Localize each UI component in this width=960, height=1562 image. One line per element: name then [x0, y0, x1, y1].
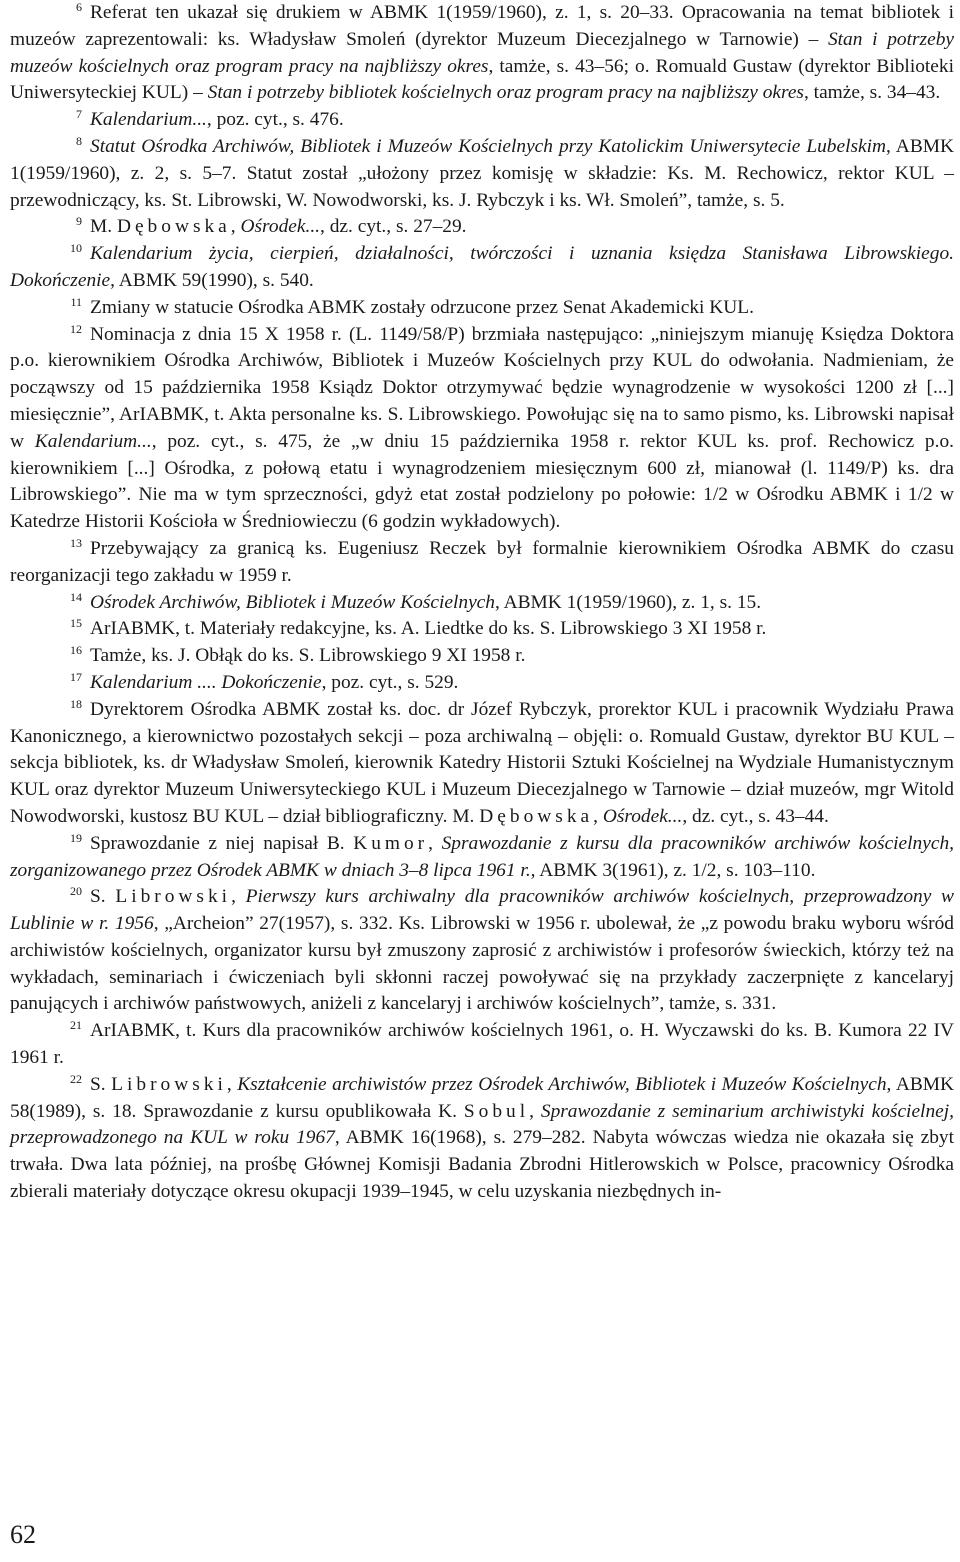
footnote-text: Zmiany w statucie Ośrodka ABMK zostały odrzucone przez Senat Akademicki KUL. [90, 296, 754, 318]
footnote-indent [10, 697, 90, 724]
footnote-spaced-name: Librowski [115, 886, 232, 908]
footnote-number: 6 [76, 0, 82, 14]
footnote-indent [10, 884, 90, 911]
footnote-italic-text: Statut Ośrodka Archiwów, Bibliotek i Muzeów Kościelnych przy Katolickim Uniwersytecie Lubelskim [90, 135, 887, 157]
footnote-number: 14 [70, 589, 82, 604]
footnote [10, 1072, 954, 1206]
footnote [10, 616, 954, 643]
footnote-italic-text: Ośrodek... [602, 805, 683, 827]
footnote-text: , dz. cyt., s. 27–29. [320, 216, 467, 238]
footnote-text: , [231, 886, 246, 908]
footnote-text: , [529, 1100, 541, 1122]
footnote-spaced-name: Dębowska [479, 805, 594, 827]
footnote [10, 295, 954, 322]
footnote-text: , ABMK 1(1959/1960), z. 2, s. 5–7. Statut został „ułożony przez komisję w składzie: Ks. M. Rechowicz, rektor KUL – przewodniczący, ks. St. Librowski, W. Nowodworski, ks. J. Rybczyk i ks. Wł. Smoleń”, tamże, s. 5. [10, 135, 954, 211]
footnote [10, 214, 954, 241]
footnote [10, 1018, 954, 1072]
footnote-text: , poz. cyt., s. 529. [321, 671, 459, 693]
footnote-text: S. [90, 1073, 112, 1095]
footnote-number: 22 [70, 1071, 82, 1086]
footnote [10, 241, 954, 295]
footnote-text: , ABMK 16(1968), s. 279–282. Nabyta wówczas wiedza nie okazała się zbyt trwała. Dwa lata później, na prośbę Głównej Komisji Badania Zbrodni Hitlerowskich w Polsce, pracownicy Ośrodka zbierali materiały dotyczące okresu okupacji 1939–1945, w celu uzyskania niezbędnych in- [10, 1127, 954, 1203]
footnote [10, 134, 954, 214]
footnote-number: 20 [70, 884, 82, 899]
footnote-text: Przebywający za granicą ks. Eugeniusz Reczek był formalnie kierownikiem Ośrodka ABMK do czasu reorganizacji tego zakładu w 1959 r. [10, 537, 954, 586]
footnote-indent [10, 107, 90, 134]
footnote-number: 9 [76, 214, 82, 229]
footnote-italic-text: Pierwszy kurs archiwalny dla pracowników archiwów kościelnych, przeprowadzony w Lublinie w r. 1956 [10, 886, 954, 935]
footnote-italic-text: Sprawozdanie z kursu dla pracowników archiwów kościelnych, zorganizowanego przez Ośrodek ABMK w dniach 3–8 lipca 1961 r. [10, 832, 955, 881]
footnotes-list [10, 0, 954, 1206]
footnote-number: 10 [70, 241, 82, 256]
footnote [10, 536, 954, 590]
footnote-italic-text: Kalendarium .... Dokończenie [90, 671, 322, 693]
footnote-spaced-name: Librowski [111, 1073, 227, 1095]
footnote-text: ArIABMK, t. Kurs dla pracowników archiwów kościelnych 1961, o. H. Wyczawski do ks. B. Kumora 22 IV 1961 r. [10, 1020, 954, 1069]
footnote-indent [10, 295, 90, 322]
footnote-text: , poz. cyt., s. 475, że „w dniu 15 października 1958 r. rektor KUL ks. prof. Rechowicz p.o. kierownikiem [...] Ośrodka, z połową etatu i wynagrodzeniem miesięcznym 600 zł, mianował (l. 1149/P) ks. dra Librowskiego”. Nie ma w tym sprzeczności, gdyż etat został podzielony po połowie: 1/2 w Ośrodku ABMK i 1/2 w Katedrze Historii Kościoła w Średniowieczu (6 godzin wykładowych). [10, 430, 954, 533]
footnote-spaced-name: Dębowska [116, 216, 231, 238]
footnote-indent [10, 1072, 90, 1099]
footnote-indent [10, 241, 90, 268]
footnote-number: 19 [70, 830, 82, 845]
footnote-text: , ABMK 1(1959/1960), z. 1, s. 15. [494, 591, 762, 613]
footnote-text: , [226, 1073, 238, 1095]
footnote-number: 16 [70, 643, 82, 658]
footnote-text: , ABMK 59(1990), s. 540. [110, 269, 314, 291]
footnote-text: M. [90, 216, 117, 238]
footnote-indent [10, 616, 90, 643]
footnote-text: Dyrektorem Ośrodka ABMK został ks. doc. dr Józef Rybczyk, prorektor KUL i pracownik Wydziału Prawa Kanonicznego, a kierownictwo pozostałych sekcji – poza archiwalną – objęli: o. Romuald Gustaw, dyrektor BU KUL – sekcja bibliotek, ks. dr Władysław Smoleń, kierownik Katedry Historii Sztuki Kościelnej na Wydziale Humanistycznym KUL oraz dyrektor Muzeum Uniwersyteckiego KUL i Muzeum Diecezjalnego w Tarnowie – dział muzeów, mgr Witold Nowodworski, kustosz BU KUL – dział bibliograficzny. M. [10, 698, 954, 827]
footnote-text: , ABMK 58(1989), s. 18. Sprawozdanie z kursu opublikowała K. [10, 1073, 955, 1122]
footnote-text: , [230, 216, 241, 238]
footnote-indent [10, 831, 90, 858]
footnote [10, 590, 954, 617]
footnote-text: , dz. cyt., s. 43–44. [682, 805, 829, 827]
footnote-italic-text: Kalendarium... [90, 109, 207, 131]
footnote-text: , ABMK 3(1961), z. 1/2, s. 103–110. [530, 859, 816, 881]
footnote-text: Tamże, ks. J. Obłąk do ks. S. Librowskiego 9 XI 1958 r. [90, 645, 526, 667]
footnote-spaced-name: Sobul [463, 1100, 530, 1122]
footnote-text: , „Archeion” 27(1957), s. 332. Ks. Librowski w 1956 r. ubolewał, że „z powodu braku wyboru wśród archiwistów kościelnych, organizator kursu był zmuszony zaprosić z archiwistów i profesorów świeckich, którzy też na wykładach, seminariach i ćwiczeniach byli skłonni raczej powoływać się na przykłady zaczerpnięte z kancelaryj panujących i archiwów państwowych, aniżeli z kancelaryj i archiwów kościelnych”, tamże, s. 331. [10, 913, 955, 1015]
footnote-number: 13 [70, 535, 82, 550]
footnote-italic-text: Kalendarium... [34, 430, 152, 452]
footnote-number: 21 [70, 1018, 82, 1033]
footnote-italic-text: Kształcenie archiwistów przez Ośrodek Archiwów, Bibliotek i Muzeów Kościelnych [237, 1073, 887, 1095]
footnote-indent [10, 0, 90, 27]
footnote-italic-text: Stan i potrzeby muzeów kościelnych oraz program pracy na najbliższy okres [10, 28, 954, 77]
footnote [10, 107, 954, 134]
footnote-text: Referat ten ukazał się drukiem w ABMK 1(1959/1960), z. 1, s. 20–33. Opracowania na temat bibliotek i muzeów zaprezentowali: ks. Władysław Smoleń (dyrektor Muzeum Diecezjalnego w Tarnowie) – [10, 2, 954, 50]
footnote-text: Nominacja z dnia 15 X 1958 r. (L. 1149/58/P) brzmiała następująco: „niniejszym mianuję Księdza Doktora p.o. kierownikiem Ośrodka Archiwów, Bibliotek i Muzeów Kościelnych przy KUL do odwołania. Nadmieniam, że począwszy od 15 października 1958 Ksiądz Doktor otrzymywać będzie wynagrodzenie w wysokości 1200 zł [...] miesięcznie”, ArIABMK, t. Akta personalne ks. S. Librowskiego. Powołując się na to samo pismo, ks. Librowski napisał w [10, 323, 954, 452]
footnote-spaced-name: Kumor [353, 832, 429, 854]
footnote-text: , poz. cyt., s. 476. [206, 109, 344, 131]
footnote-text: Sprawozdanie z niej napisał B. [90, 832, 354, 854]
footnote-number: 15 [70, 616, 82, 631]
footnote-italic-text: Stan i potrzeby bibliotek kościelnych oraz program pracy na najbliższy okres [207, 82, 804, 104]
footnote-italic-text: Sprawozdanie z seminarium archiwistyki kościelnej, przeprowadzonego na KUL w roku 1967 [10, 1100, 954, 1149]
footnote-text: , [593, 805, 603, 827]
footnote-indent [10, 1018, 90, 1045]
footnote-indent [10, 670, 90, 697]
footnote-indent [10, 590, 90, 617]
footnote-text: ArIABMK, t. Materiały redakcyjne, ks. A. Liedtke do ks. S. Librowskiego 3 XI 1958 r. [90, 618, 767, 640]
footnote-indent [10, 643, 90, 670]
footnote-indent [10, 214, 90, 241]
footnote-italic-text: Ośrodek... [240, 216, 321, 238]
footnote-number: 12 [70, 321, 82, 336]
footnote [10, 884, 954, 1018]
footnote-italic-text: Ośrodek Archiwów, Bibliotek i Muzeów Kościelnych [90, 591, 495, 613]
footnote [10, 697, 954, 831]
footnote [10, 643, 954, 670]
footnote-number: 11 [70, 294, 82, 309]
footnote-number: 18 [70, 696, 82, 711]
footnote-number: 17 [70, 669, 82, 684]
footnote-number: 7 [76, 107, 82, 122]
footnote [10, 670, 954, 697]
footnote [10, 322, 954, 536]
footnote-text: , [428, 832, 442, 854]
footnote-indent [10, 536, 90, 563]
footnote-text: , tamże, s. 34–43. [803, 82, 941, 104]
footnote-text: , tamże, s. 43–56; o. Romuald Gustaw (dyrektor Biblioteki Uniwersyteckiej KUL) – [10, 55, 954, 104]
footnote-text: S. [90, 886, 116, 908]
page-number: 62 [10, 1520, 36, 1549]
footnote [10, 0, 954, 107]
footnote-indent [10, 134, 90, 161]
footnote-number: 8 [76, 133, 82, 148]
footnote-italic-text: Kalendarium życia, cierpień, działalności, twórczości i uznania księdza Stanisława Librowskiego. Dokończenie [10, 243, 954, 291]
footnote [10, 831, 954, 885]
footnote-indent [10, 322, 90, 349]
